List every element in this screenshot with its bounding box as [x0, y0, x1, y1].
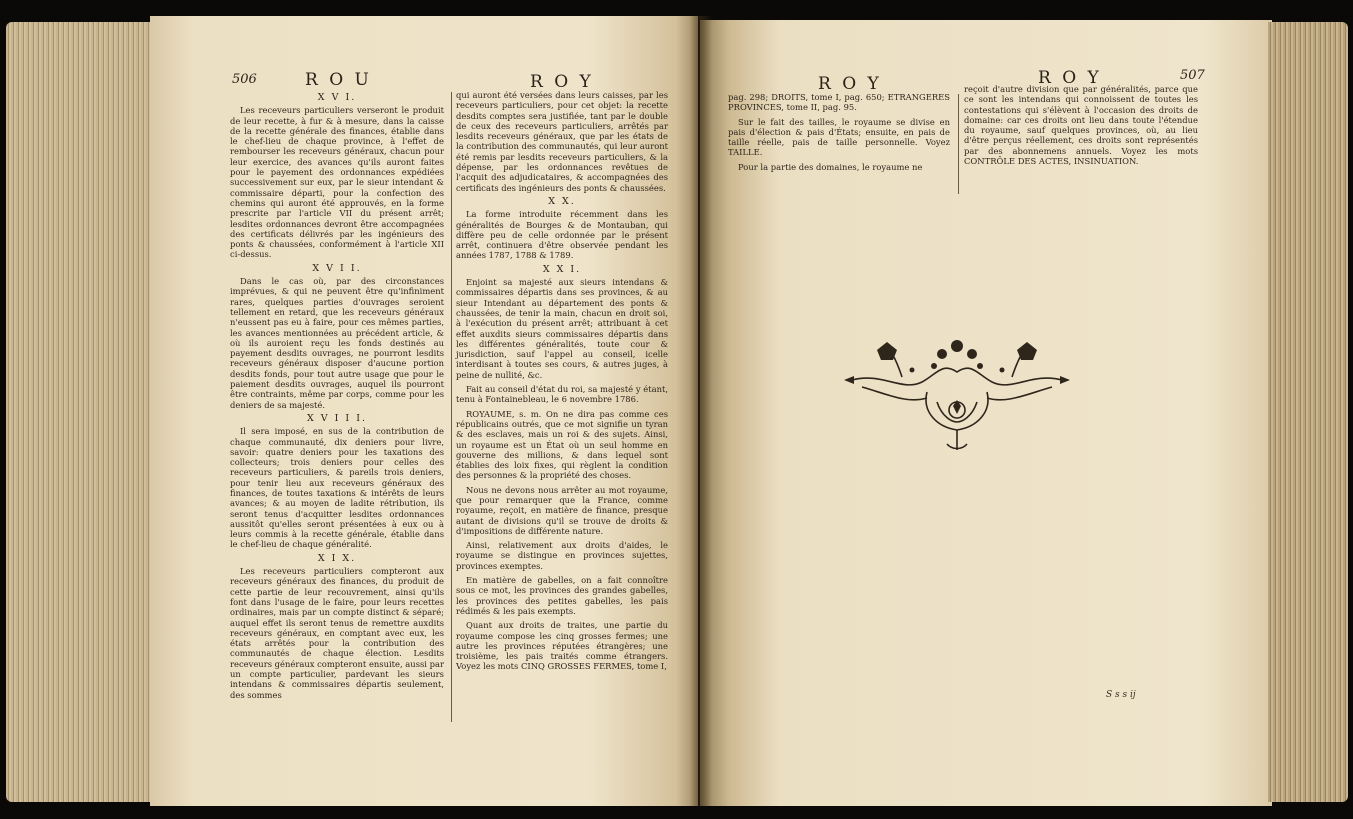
article-heading: X X.: [548, 195, 576, 207]
paragraph: pag. 298; DROITS, tome I, pag. 650; ETRANGERES PROVINCES, tome II, pag. 95.: [728, 92, 950, 113]
right-page-edges: [1268, 22, 1348, 802]
paragraph: Il sera imposé, en sus de la contribution de chaque communauté, dix deniers pour livre, savoir: quatre deniers pour les taxations des collecteurs; trois deniers pour celles des receveurs particuliers, & pareils trois deniers, pour tenir lieu aux receveurs généraux des finances, de toutes taxations & intérêts de leurs avances; & au moyen de ladite rétribution, ils seront tenus d'acquitter lesdites ordonnances aussitôt qu'elles seront présentées à eux ou à leurs commis à la recette générale, établie dans le chef-lieu de chaque généralité.: [230, 426, 444, 550]
article-heading: X V I I I.: [307, 412, 367, 424]
article-heading: X I X.: [317, 552, 357, 564]
paragraph: Sur le fait des tailles, le royaume se divise en pais d'élection & pais d'États; ensuite, en pais de taille réelle, pais de taille personnelle. Voyez TAILLE.: [728, 116, 950, 158]
paragraph: La forme introduite récemment dans les généralités de Bourges & de Montauban, qui diffère peu de celle ordonnée par le présent arrêt, continuera d'être observée pendant les années 1787, 1788 & 1789.: [456, 209, 668, 261]
right-page-column-2: [964, 84, 1198, 170]
paragraph: ROYAUME, s. m. On ne dira pas comme ces républicains outrés, que ce mot signifie un tyran & des esclaves, mais un roi & des sujets. Ainsi, un royaume est un État où un seul homme en gouverne des millions, & dans lequel sont établies des loix fixes, qui règlent la condition des personnes & la propriété des choses.: [456, 408, 668, 481]
paragraph: Fait au conseil d'état du roi, sa majesté y étant, tenu à Fontainebleau, le 6 novembre 1786.: [456, 384, 668, 405]
paragraph: Quant aux droits de traites, une partie du royaume compose les cinq grosses fermes; une autre les provinces réputées étrangères; une troisième, les pais traités comme étrangers. Voyez les mots CINQ GROSSES FERMES, tome I,: [456, 620, 668, 672]
article-heading: X V I.: [317, 92, 357, 103]
paragraph: reçoit d'autre division que par généralités, parce que ce sont les intendans qui connoissent de toutes les contestations qui s'élèvent à l'occasion des droits de domaine: car ces droits ont lieu dans toute l'étendue du royaume, sauf quelques provinces, où, au lieu d'être perçus réellement, ces droits sont représentés par des abonnemens annuels. Voyez les mots CONTRÔLE DES ACTES, INSINUATION.: [964, 84, 1198, 167]
paragraph: Les receveurs particuliers compteront aux receveurs généraux des finances, du produit de cette partie de leur recouvrement, ainsi qu'ils font dans l'usage de le faire, pour leurs recettes ordinaires, mais par un compte distinct & séparé; auquel effet ils seront tenus de remettre auxdits receveurs généraux, en comptant avec eux, les états arrêtés pour la contribution des communautés de chaque élection. Lesdits receveurs généraux compteront ensuite, aussi par un compte particulier, pardevant les sieurs intendans & commissaires départis seulement, des sommes: [230, 566, 444, 700]
left-page-number: 506: [232, 72, 257, 87]
signature-mark: S s s ij: [1106, 690, 1136, 700]
paragraph: Pour la partie des domaines, le royaume ne: [738, 161, 923, 172]
right-running-head-2: R O Y: [1038, 68, 1102, 88]
right-page-number: 507: [1180, 68, 1205, 83]
right-page-column-1: [728, 92, 950, 176]
paragraph: Ainsi, relativement aux droits d'aides, le royaume se distingue en provinces sujettes, provinces exemptes.: [456, 540, 668, 571]
paragraph: En matière de gabelles, on a fait connoître sous ce mot, les provinces des grandes gabelles, les provinces des petites gabelles, les pais rédimés & les pais exempts.: [456, 575, 668, 616]
book-gutter: [690, 16, 712, 806]
paragraph: Enjoint sa majesté aux sieurs intendans & commissaires départis dans ses provinces, & au sieur Intendant au département des ponts & chaussées, de tenir la main, chacun en droit soi, à l'exécution du présent arrêt; attribuant à cet effet auxdits sieurs commissaires départis dans les différentes généralités, toute cour & jurisdiction, sauf l'appel au conseil, icelle interdisant à toutes ses cours, & autres juges, à peine de nullité, &c.: [456, 277, 668, 380]
left-running-head-1: R O U: [305, 70, 372, 90]
left-page-edges: [6, 22, 152, 802]
article-heading: X V I I.: [312, 262, 362, 274]
left-page-column-2: [456, 90, 668, 676]
right-column-rule: [958, 94, 959, 194]
right-running-head-1: R O Y: [818, 74, 882, 94]
floral-ornament-icon: [842, 332, 1072, 462]
paragraph: Dans le cas où, par des circonstances imprévues, & qui ne peuvent être qu'infiniment rares, quelques parties d'ouvrages seroient tellement en retard, que les receveurs généraux n'eussent pas eu à faire, pour ces mêmes parties, les avances mentionnées au précédent article, & où ils auroient reçu les fonds destinés au payement desdits ouvrages, ne pourront lesdits receveurs généraux disposer d'aucune portion desdits fonds, pour tout autre usage que pour le paiement desdits ouvrages, auquel ils pourront être contraints, même par corps, comme pour les deniers de sa majesté.: [230, 276, 444, 410]
left-running-head-2: R O Y: [530, 72, 594, 92]
paragraph: Les receveurs particuliers verseront le produit de leur recette, à fur & à mesure, dans la caisse de la recette générale des finances, établie dans le chef-lieu de chaque province, à l'effet de rembourser les receveurs généraux, chacun pour leur exercice, des avances qu'ils auront faites pour le payement des ordonnances expédiées successivement sur eux, par le sieur intendant & commissaire départi, pour la confection des chemins qui auront été approuvés, en la forme prescrite par l'article VII du présent arrêt; lesdites ordonnances devront être accompagnées des certificats délivrés par les ingénieurs des ponts & chaussées, conformément à l'article XII ci-dessus.: [230, 105, 444, 260]
paragraph: qui auront été versées dans leurs caisses, par les receveurs particuliers, pour cet objet: la recette desdits comptes sera justifiée, tant par le double de ceux des receveurs particuliers, arrêtés par lesdits receveurs généraux, que par les états de la contribution des communautés, qui leur auront été remis par lesdits receveurs particuliers, & la dépense, par les ordonnances revêtues de l'acquit des adjudicataires, & accompagnées des certificats des ingénieurs des ponts & chaussées.: [456, 90, 668, 193]
article-heading: X X I.: [542, 263, 582, 275]
left-page-column-1: [230, 90, 444, 704]
left-column-rule: [451, 92, 452, 722]
paragraph: Nous ne devons nous arrêter au mot royaume, que pour remarquer que la France, comme royaume, reçoit, en matière de finance, presque autant de divisions qu'il se trouve de droits & d'impositions de différente nature.: [456, 484, 668, 536]
